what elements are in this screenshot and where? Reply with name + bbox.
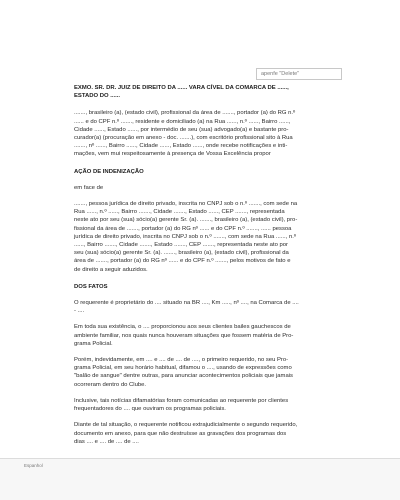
intro-line: ......., nº ......, Bairro ......, Cidade ......, Estado ......, onde recebe notificações e inti-: [74, 143, 288, 150]
facts-line: grama Policial, em seu horário habitual, difamou o ...., usando de expressões como: [74, 365, 292, 372]
facts-line: documento em anexo, para que não destruísse as gravações dos programas dos: [74, 430, 287, 437]
defendants-line: neste ato por seu (sua) sócio(a) gerente Sr. (a). ......., brasileiro (a), (estado civil), pro-: [74, 217, 298, 224]
intro-line: ...... e do CPF n.º ......., residente e domiciliado (a) na Rua ......, n.º ......, Bairro ......,: [74, 118, 291, 125]
defendants-line: de direito a seguir aduzidos.: [74, 266, 148, 273]
court-heading-line: EXMO. SR. DR. JUIZ DE DIREITO DA ...... VARA CÍVEL DA COMARCA DE ......,: [74, 85, 289, 91]
facts-paragraph: [74, 397, 340, 413]
delete-field[interactable]: apenfe "Delete": [256, 68, 342, 80]
facts-line: grama Policial.: [74, 340, 113, 347]
intro-line: mações, vem mui respeitosamente à presença de Vossa Excelência propor: [74, 151, 271, 158]
defendants-line: ......., pessoa jurídica de direito privado, inscrita no CNPJ sob o n.º ......., com sede na: [74, 201, 298, 208]
facts-line: ambiente familiar, nos quais nunca houveram situações que fossem matéria de Pro-: [74, 332, 294, 339]
facts-paragraph: [74, 356, 340, 389]
intro-line: ......., brasileiro (a), (estado civil), profissional da área de ......., portador (a) do RG n.º: [74, 110, 296, 117]
facts-line: Porém, indevidamente, em .... e .... de .... de ...., o primeiro requerido, no seu Pro-: [74, 357, 289, 364]
court-heading: [74, 84, 340, 100]
facts-heading: DOS FATOS: [74, 283, 108, 290]
defendants-line: seu (sua) sócio(a) gerente Sr. (a). ......., brasileiro (a), (estado civil), profissional da: [74, 250, 289, 257]
against-text: em face de: [74, 184, 104, 191]
defendants-line: fissional da área de ......., portador (a) do RG nº ...... e do CPF n.º ......., ...... pessoa: [74, 225, 292, 232]
intro-paragraph: [74, 109, 340, 158]
facts-paragraph: [74, 421, 340, 446]
facts-line: Em toda sua existência, o .... proporcionou aos seus clientes bailes gauchescos de: [74, 324, 291, 331]
defendants-line: Rua ......, n.º ......, Bairro ......., Cidade ......., Estado ......, CEP ......., representada: [74, 209, 285, 216]
intro-line: Cidade ......, Estado ......, por intermédio de seu (sua) advogado(a) e bastante pro-: [74, 126, 289, 133]
facts-line: - ....: [74, 308, 85, 315]
defendants-line: ......, Bairro ......., Cidade ......., Estado ......., CEP ......., representada neste ato por: [74, 242, 289, 249]
language-indicator[interactable]: Espanhol: [24, 463, 43, 468]
facts-paragraph: [74, 299, 340, 315]
facts-line: O requerente é proprietário do .... situado na BR ...., Km ....., nº ...., na Comarca de ....: [74, 300, 299, 307]
action-heading: AÇÃO DE INDENIZAÇÃO: [74, 168, 144, 175]
facts-line: "balão de sangue" dentre outras, para anunciar acontecimentos policiais que jamais: [74, 373, 293, 380]
defendants-line: jurídica de direito privado, inscrita no CNPJ sob o n.º ......., com sede na Rua ......, n.º: [74, 233, 297, 240]
status-bar: [0, 458, 400, 500]
defendants-line: área de ......., portador (a) do RG nº ...... e do CPF n.º ......., pelos motivos de fato e: [74, 258, 291, 265]
document-body: [74, 84, 340, 446]
facts-line: Diante de tal situação, o requerente notificou extrajudicialmente o segundo requerido,: [74, 422, 298, 429]
court-heading-line: ESTADO DO ......: [74, 93, 121, 100]
facts-line: Inclusive, tais notícias difamatórias foram comunicadas ao requerente por clientes: [74, 397, 289, 404]
facts-line: frequentadores do .... que ouviram os programas policiais.: [74, 406, 226, 413]
facts-line: dias .... e .... de .... de ....: [74, 438, 139, 445]
defendants-paragraph: [74, 200, 340, 274]
intro-line: curador(a) (procuração em anexo - doc. .......), com escritório profissional sito à Rua: [74, 135, 293, 142]
facts-line: ocorreram dentro do Clube.: [74, 381, 147, 388]
facts-paragraph: [74, 323, 340, 348]
